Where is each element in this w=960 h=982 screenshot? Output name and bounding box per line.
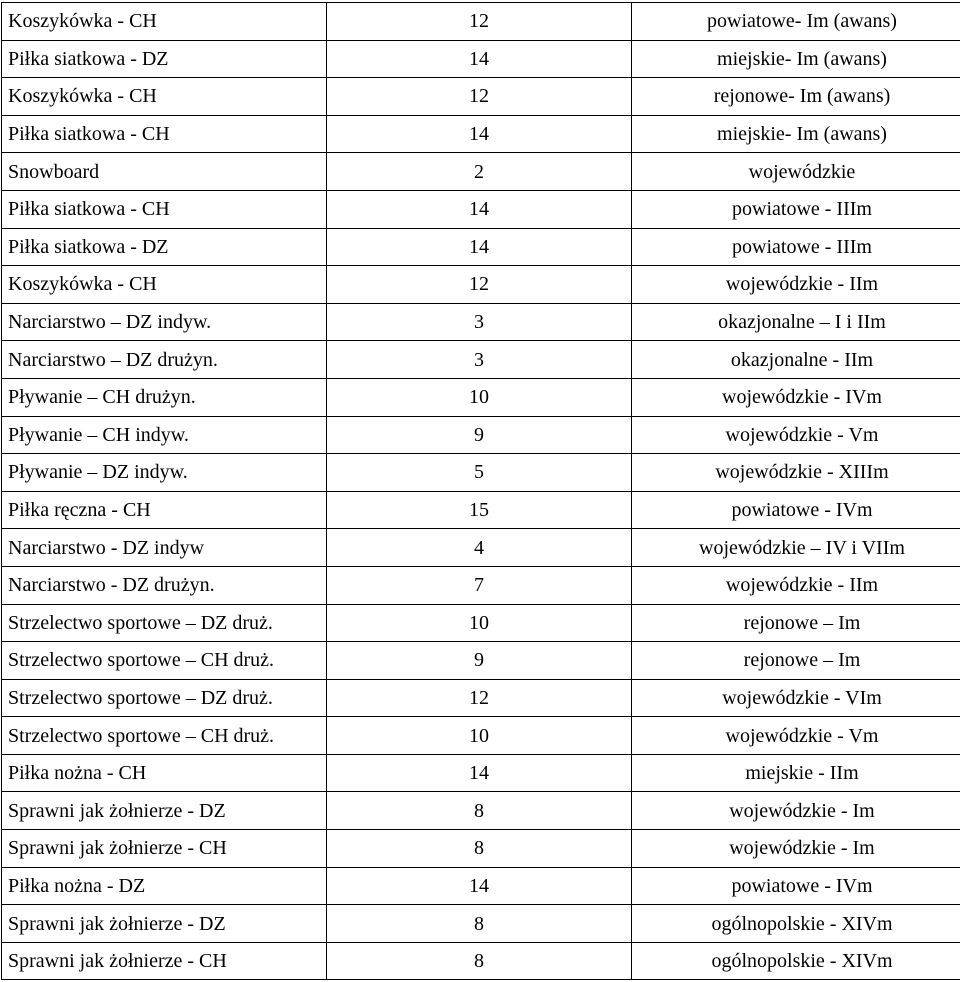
level-cell: wojewódzkie - XIIIm [632, 454, 960, 492]
table-row [2, 115, 960, 153]
count-cell: 12 [327, 3, 632, 41]
sport-cell: Sprawni jak żołnierze - CH [2, 942, 327, 980]
count-cell: 10 [327, 717, 632, 755]
count-cell: 12 [327, 266, 632, 304]
sport-cell: Piłka siatkowa - DZ [2, 40, 327, 78]
level-cell: wojewódzkie - Vm [632, 416, 960, 454]
sport-cell: Sprawni jak żołnierze - DZ [2, 905, 327, 943]
count-cell: 8 [327, 830, 632, 868]
level-cell: ogólnopolskie - XIVm [632, 905, 960, 943]
count-cell: 2 [327, 153, 632, 191]
count-cell: 14 [327, 754, 632, 792]
level-cell: okazjonalne - IIm [632, 341, 960, 379]
table-row [2, 792, 960, 830]
table-row [2, 529, 960, 567]
table-row [2, 228, 960, 266]
count-cell: 9 [327, 416, 632, 454]
count-cell: 4 [327, 529, 632, 567]
table-row [2, 190, 960, 228]
count-cell: 12 [327, 78, 632, 116]
table-row [2, 40, 960, 78]
table-row [2, 942, 960, 980]
sport-cell: Pływanie – CH indyw. [2, 416, 327, 454]
sport-cell: Narciarstwo – DZ drużyn. [2, 341, 327, 379]
table-row [2, 830, 960, 868]
level-cell: wojewódzkie - IIm [632, 566, 960, 604]
table-row [2, 566, 960, 604]
sport-cell: Sprawni jak żołnierze - DZ [2, 792, 327, 830]
table-row [2, 717, 960, 755]
level-cell: rejonowe- Im (awans) [632, 78, 960, 116]
count-cell: 10 [327, 378, 632, 416]
count-cell: 15 [327, 491, 632, 529]
level-cell: powiatowe - IVm [632, 867, 960, 905]
table-row [2, 867, 960, 905]
table-row [2, 454, 960, 492]
table-row [2, 905, 960, 943]
level-cell: ogólnopolskie - XIVm [632, 942, 960, 980]
level-cell: wojewódzkie – IV i VIIm [632, 529, 960, 567]
count-cell: 7 [327, 566, 632, 604]
count-cell: 14 [327, 115, 632, 153]
count-cell: 14 [327, 190, 632, 228]
table-row [2, 303, 960, 341]
sport-cell: Piłka siatkowa - CH [2, 115, 327, 153]
sport-cell: Sprawni jak żołnierze - CH [2, 830, 327, 868]
sport-cell: Pływanie – CH drużyn. [2, 378, 327, 416]
level-cell: wojewódzkie - Im [632, 830, 960, 868]
sport-cell: Snowboard [2, 153, 327, 191]
count-cell: 14 [327, 40, 632, 78]
table-row [2, 78, 960, 116]
table-row [2, 679, 960, 717]
sport-cell: Strzelectwo sportowe – DZ druż. [2, 679, 327, 717]
count-cell: 10 [327, 604, 632, 642]
count-cell: 12 [327, 679, 632, 717]
level-cell: powiatowe - IIIm [632, 228, 960, 266]
level-cell: wojewódzkie - IIm [632, 266, 960, 304]
count-cell: 14 [327, 228, 632, 266]
level-cell: rejonowe – Im [632, 642, 960, 680]
table-row [2, 266, 960, 304]
level-cell: wojewódzkie - IVm [632, 378, 960, 416]
table-row [2, 416, 960, 454]
table-row [2, 754, 960, 792]
sport-cell: Narciarstwo - DZ indyw [2, 529, 327, 567]
level-cell: miejskie - IIm [632, 754, 960, 792]
count-cell: 14 [327, 867, 632, 905]
level-cell: miejskie- Im (awans) [632, 40, 960, 78]
table-row [2, 378, 960, 416]
sport-cell: Piłka nożna - DZ [2, 867, 327, 905]
level-cell: rejonowe – Im [632, 604, 960, 642]
table-row [2, 3, 960, 41]
level-cell: wojewódzkie - VIm [632, 679, 960, 717]
table-row [2, 341, 960, 379]
level-cell: okazjonalne – I i IIm [632, 303, 960, 341]
count-cell: 8 [327, 792, 632, 830]
count-cell: 3 [327, 303, 632, 341]
level-cell: wojewódzkie - Im [632, 792, 960, 830]
sport-cell: Piłka siatkowa - DZ [2, 228, 327, 266]
sport-cell: Koszykówka - CH [2, 78, 327, 116]
sport-cell: Strzelectwo sportowe – CH druż. [2, 717, 327, 755]
level-cell: powiatowe - IVm [632, 491, 960, 529]
sport-cell: Strzelectwo sportowe – DZ druż. [2, 604, 327, 642]
sport-cell: Piłka nożna - CH [2, 754, 327, 792]
sport-cell: Narciarstwo – DZ indyw. [2, 303, 327, 341]
count-cell: 3 [327, 341, 632, 379]
sport-cell: Strzelectwo sportowe – CH druż. [2, 642, 327, 680]
count-cell: 9 [327, 642, 632, 680]
level-cell: powiatowe- Im (awans) [632, 3, 960, 41]
count-cell: 8 [327, 905, 632, 943]
level-cell: wojewódzkie - Vm [632, 717, 960, 755]
table-row [2, 491, 960, 529]
table-row [2, 153, 960, 191]
sport-cell: Narciarstwo - DZ drużyn. [2, 566, 327, 604]
level-cell: powiatowe - IIIm [632, 190, 960, 228]
sport-cell: Piłka siatkowa - CH [2, 190, 327, 228]
sport-cell: Koszykówka - CH [2, 3, 327, 41]
sport-cell: Koszykówka - CH [2, 266, 327, 304]
table-row [2, 604, 960, 642]
level-cell: wojewódzkie [632, 153, 960, 191]
count-cell: 5 [327, 454, 632, 492]
level-cell: miejskie- Im (awans) [632, 115, 960, 153]
results-table [1, 2, 960, 980]
sport-cell: Piłka ręczna - CH [2, 491, 327, 529]
results-table-body [2, 3, 960, 980]
table-row [2, 642, 960, 680]
count-cell: 8 [327, 942, 632, 980]
sport-cell: Pływanie – DZ indyw. [2, 454, 327, 492]
